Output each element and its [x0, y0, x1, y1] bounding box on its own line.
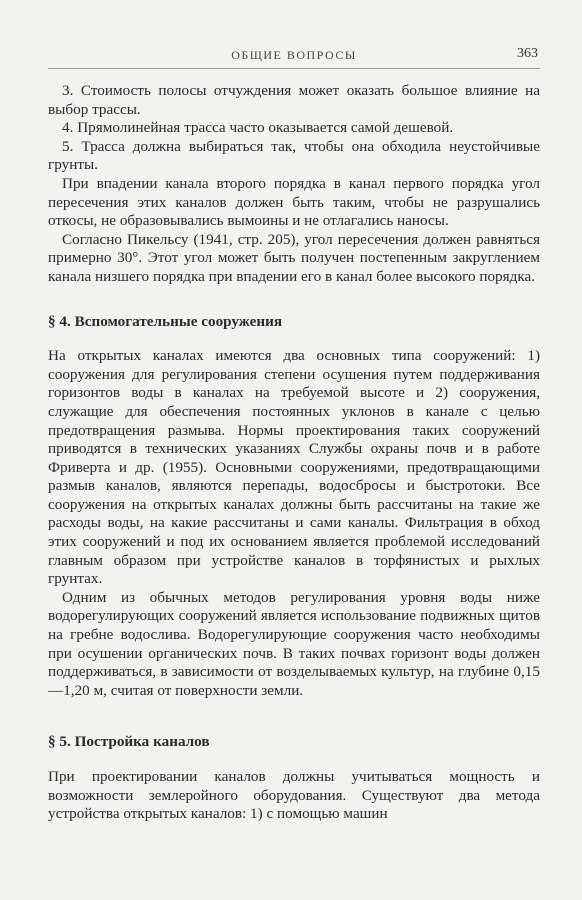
- section-4-heading: § 4. Вспомогательные сооружения: [48, 312, 283, 330]
- paragraph-pickels: Согласно Пикельсу (1941, стр. 205), угол пересечения должен равняться примерно 30°. Этот угол может быть получен постепенным закруглением канала низшего порядка при впадении его в канал более высокого порядка.: [48, 230, 540, 285]
- running-header: [48, 46, 540, 69]
- paragraph-channel-junction: При впадении канала второго порядка в канал первого порядка угол пересечения этих каналов должен быть таким, чтобы не разрушались откосы, не образовывались вымоины и не отлагались наносы.: [48, 174, 540, 230]
- paragraph-structures: На открытых каналах имеются два основных типа сооружений: 1) сооружения для регулирования степени осушения путем поддерживания горизонтов воды в каналах на требуемой высоте и 2) сооружения, служащие для обеспечения постоянных уклонов в канале с целью предотвращения размыва. Нормы проектирования таких сооружений приводятся в технических указаниях Службы охраны почв и в работе Фриверта и др. (1955). Основными сооружениями, предотвращающими размыв каналов, являются перепады, водосбросы и быстротоки. Все сооружения на открытых каналах должны быть рассчитаны на такие же расходы воды, на какие рассчитаны и сами каналы. Фильтрация в обход этих сооружений и под их основанием является проблемой исследований главным образом при устройстве каналов в торфянистых и рыхлых грунтах.: [48, 347, 540, 588]
- running-title: ОБЩИЕ ВОПРОСЫ: [231, 48, 357, 62]
- paragraph-water-regulation: Одним из обычных методов регулирования уровня воды ниже водорегулирующих сооружений является использование подвижных щитов на гребне водослива. Водорегулирующие сооружения часто необходимы при осушении органических почв. В таких почвах горизонт воды должен поддерживаться, в зависимости от возделываемых культур, на глубине 0,15—1,20 м, считая от поверхности земли.: [48, 588, 540, 699]
- list-item-4: 4. Прямолинейная трасса часто оказывается самой дешевой.: [62, 119, 454, 137]
- list-item-3: 3. Стоимость полосы отчуждения может оказать большое влияние на выбор трассы.: [48, 82, 540, 118]
- list-item-5: 5. Трасса должна выбираться так, чтобы она обходила неустойчивые грунты.: [48, 137, 540, 174]
- paragraph-construction: При проектировании каналов должны учитываться мощность и возможности землеройного оборудования. Существуют два метода устройства открытых каналов: 1) с помощью машин: [48, 768, 540, 823]
- page-number: 363: [517, 46, 538, 61]
- body-text: [48, 82, 540, 824]
- section-5-heading: § 5. Постройка каналов: [48, 733, 210, 751]
